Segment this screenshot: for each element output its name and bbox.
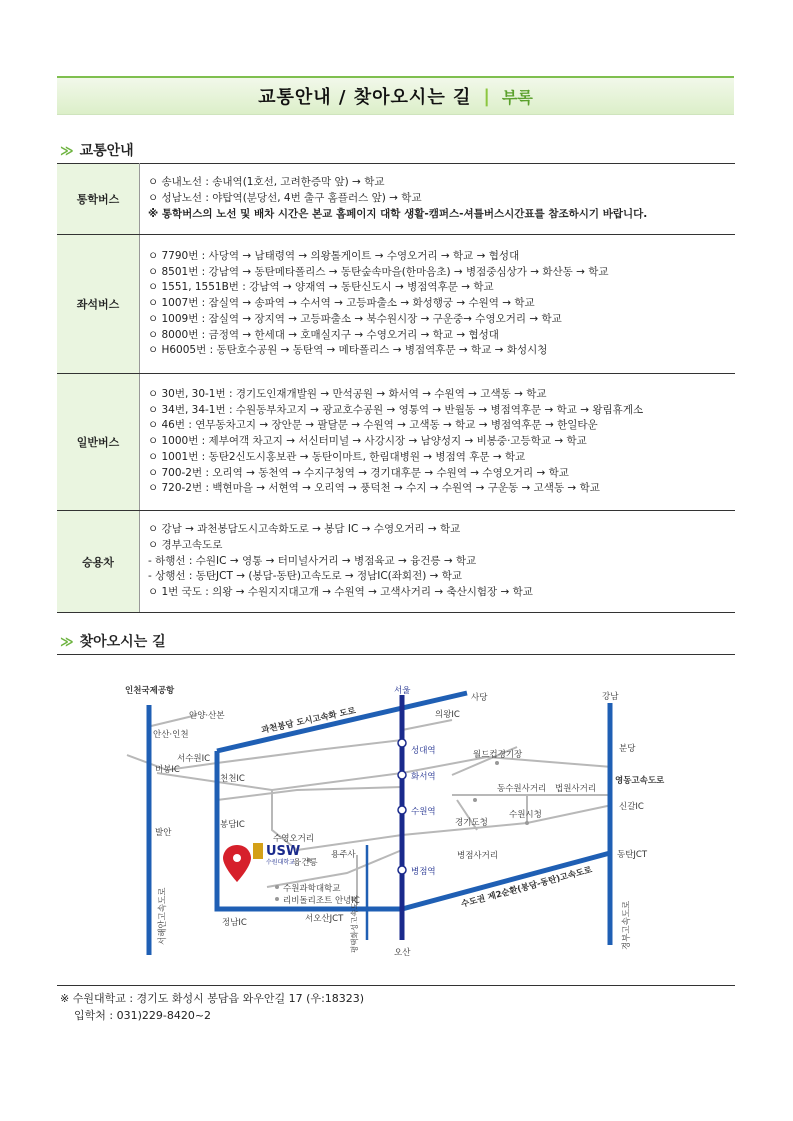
route-line: ㅇ 8000번 : 금정역 → 한세대 → 호매실지구 → 수영오거리 → 학교 → 협성대 [148,328,499,341]
chevron-icon: ≫ [60,144,72,159]
route-cell [140,374,736,511]
section-heading-transport [60,140,134,160]
route-cell [140,235,736,374]
map-label: 영동고속도로 [615,776,665,786]
location-pin-icon [223,845,251,882]
map-label: 경부고속도로 [622,900,632,950]
address-block [60,990,364,1024]
map-label: 리비돌리조트 안녕IC [283,896,360,906]
map-svg [57,655,735,985]
route-line: ㅇ 1007번 : 잠실역 → 송파역 → 수서역 → 고등파출소 → 화성행궁 → 수원역 → 학교 [148,297,535,310]
table-row [57,164,735,235]
map-label: 성대역 [411,746,436,756]
usw-logo-text: USW [266,844,301,859]
station-icon [398,866,406,874]
map-label: 용주사 [331,850,356,860]
map-label: 비봉IC [155,765,180,775]
map-label: 서해안고속도로 [158,887,168,945]
table-row [57,374,735,511]
table-row [57,235,735,374]
route-note: ※ 통학버스의 노선 및 배차 시간은 본교 홈페이지 대학 생활-캠퍼스-셔틀버스시간표를 참조하시기 바랍니다. [148,207,648,220]
section-title: 교통안내 [79,143,134,159]
route-line: ㅇ 46번 : 연무동차고지 → 장안문 → 팔달문 → 수원역 → 고색동 → 학교 → 병점역후문 → 한일타운 [148,419,598,432]
map-labels [125,685,665,958]
map-label: 화서역 [411,772,436,782]
usw-logo-subtext: 수원대학교 [266,859,295,866]
map-label: 월드컵경기장 [473,750,523,760]
category-cell: 좌석버스 [57,235,140,374]
map-label: 동수원사거리 [497,784,547,794]
map-label: 과천봉담 도시고속화 도로 [260,706,357,736]
route-line: ㅇ 강남 → 과천봉담도시고속화도로 → 봉담 IC → 수영오거리 → 학교 [148,523,461,535]
station-icon [398,771,406,779]
location-map [57,654,735,986]
admission-phone: 입학처 : 031)229-8420~2 [74,1009,212,1022]
route-line: ㅇ 1번 국도 : 의왕 → 수원지지대고개 → 수원역 → 고색사거리 → 축산시험장 → 학교 [148,586,533,599]
page-title-bar [57,76,734,115]
map-label: 수영오거리 [273,834,315,844]
map-label: 수원과학대학교 [283,884,341,894]
route-line: ㅇ 7790번 : 사당역 → 남태령역 → 의왕톨게이트 → 수영오거리 → 학교 → 협성대 [148,249,520,262]
map-label: 천천IC [220,774,245,784]
gwacheon-bongdam-expressway [217,693,467,751]
map-label: 융건릉 [293,858,318,868]
map-label: 의왕IC [435,710,460,720]
section-title: 찾아오시는 길 [79,634,166,650]
address-line: ※ 수원대학교 : 경기도 화성시 봉담읍 와우안길 17 (우:18323) [60,992,365,1005]
map-label: 서수원IC [177,754,211,764]
map-label: 동탄JCT [617,850,648,860]
route-cell [140,511,736,613]
category-cell: 승용차 [57,511,140,613]
map-label: 신갈IC [619,802,644,812]
station-icon [398,739,406,747]
table-row [57,511,735,613]
route-line: - 상행선 : 동탄JCT → (봉담-동탄)고속도로 → 정남IC(좌회전) → 학교 [148,570,463,583]
map-label: 발안 [155,828,172,838]
map-label: 강남 [602,692,619,702]
map-label: 오산 [394,948,411,958]
station-icon [398,806,406,814]
chevron-icon: ≫ [60,635,72,650]
route-cell [140,164,736,235]
map-label: 평택화성고속도로 [350,895,359,953]
map-label: 서오산JCT [305,914,344,924]
map-label: 법원사거리 [555,784,597,794]
route-line: ㅇ 8501번 : 강남역 → 동탄메타폴리스 → 동탄숲속마을(한마음초) → 병점중심상가 → 화산동 → 학교 [148,265,609,278]
map-label: 인천국제공항 [125,686,175,696]
category-cell: 통학버스 [57,164,140,235]
map-label: 분당 [619,744,636,754]
title-separator: | [483,85,490,107]
map-label: 봉담IC [220,820,245,830]
highways [149,693,610,955]
route-line: ㅇ 30번, 30-1번 : 경기도인재개발원 → 만석공원 → 화서역 → 수원역 → 고색동 → 학교 [148,387,547,400]
route-line: ㅇ 1551, 1551B번 : 강남역 → 양재역 → 동탄신도시 → 병점역후문 → 학교 [148,281,494,294]
map-label: 병점역 [411,867,436,877]
route-line: ㅇ 성남노선 : 야탑역(분당선, 4번 출구 홈플러스 앞) → 학교 [148,192,422,205]
map-label: 병점사거리 [457,851,499,861]
map-label: 수도권 제2순환(봉담-동탄)고속도로 [460,865,594,910]
page-subtitle: 부록 [501,87,533,107]
route-line: - 하행선 : 수원IC → 영통 → 터미널사거리 → 병점육교 → 융건릉 → 학교 [148,554,477,567]
map-label: 사당 [471,693,488,703]
route-line: ㅇ 34번, 34-1번 : 수원동부차고지 → 광교호수공원 → 영통역 → 반월동 → 병점역후문 → 학교 → 왕림휴게소 [148,403,644,416]
page-title: 교통안내 / 찾아오시는 길 [258,87,472,108]
map-label: 정남IC [222,918,247,928]
route-line: ㅇ 720-2번 : 백현마을 → 서현역 → 오리역 → 풍덕천 → 수지 → 수원역 → 구운동 → 고색동 → 학교 [148,482,600,495]
route-line: ㅇ 1001번 : 동탄2신도시홍보관 → 동탄이마트, 한림대병원 → 병점역 후문 → 학교 [148,450,526,463]
category-cell: 일반버스 [57,374,140,511]
route-line: ㅇ H6005번 : 동탄호수공원 → 동탄역 → 메타폴리스 → 병점역후문 → 학교 → 화성시청 [148,344,548,357]
transport-table [57,163,735,613]
map-label: 수원역 [411,807,436,817]
map-label: 안양·산본 [189,711,225,721]
route-line: ㅇ 1000번 : 제부여객 차고지 → 서신터미널 → 사강시장 → 남양성지 → 비봉중·고등학교 → 학교 [148,435,587,448]
route-line: ㅇ 송내노선 : 송내역(1호선, 고려한증막 앞) → 학교 [148,176,385,189]
map-label: 서울 [394,686,411,696]
map-label: 경기도청 [455,818,488,828]
map-label: 수원시청 [509,810,542,820]
route-line: ㅇ 700-2번 : 오리역 → 동천역 → 수지구청역 → 경기대후문 → 수원역 → 수영오거리 → 학교 [148,466,569,479]
map-label: 안산·인천 [153,730,189,740]
usw-logo [223,843,300,882]
section-heading-directions [60,631,166,651]
route-line: ㅇ 경부고속도로 [148,538,223,551]
route-line: ㅇ 1009번 : 잠실역 → 장지역 → 고등파출소 → 북수원시장 → 구운중→ 수영오거리 → 학교 [148,312,562,325]
